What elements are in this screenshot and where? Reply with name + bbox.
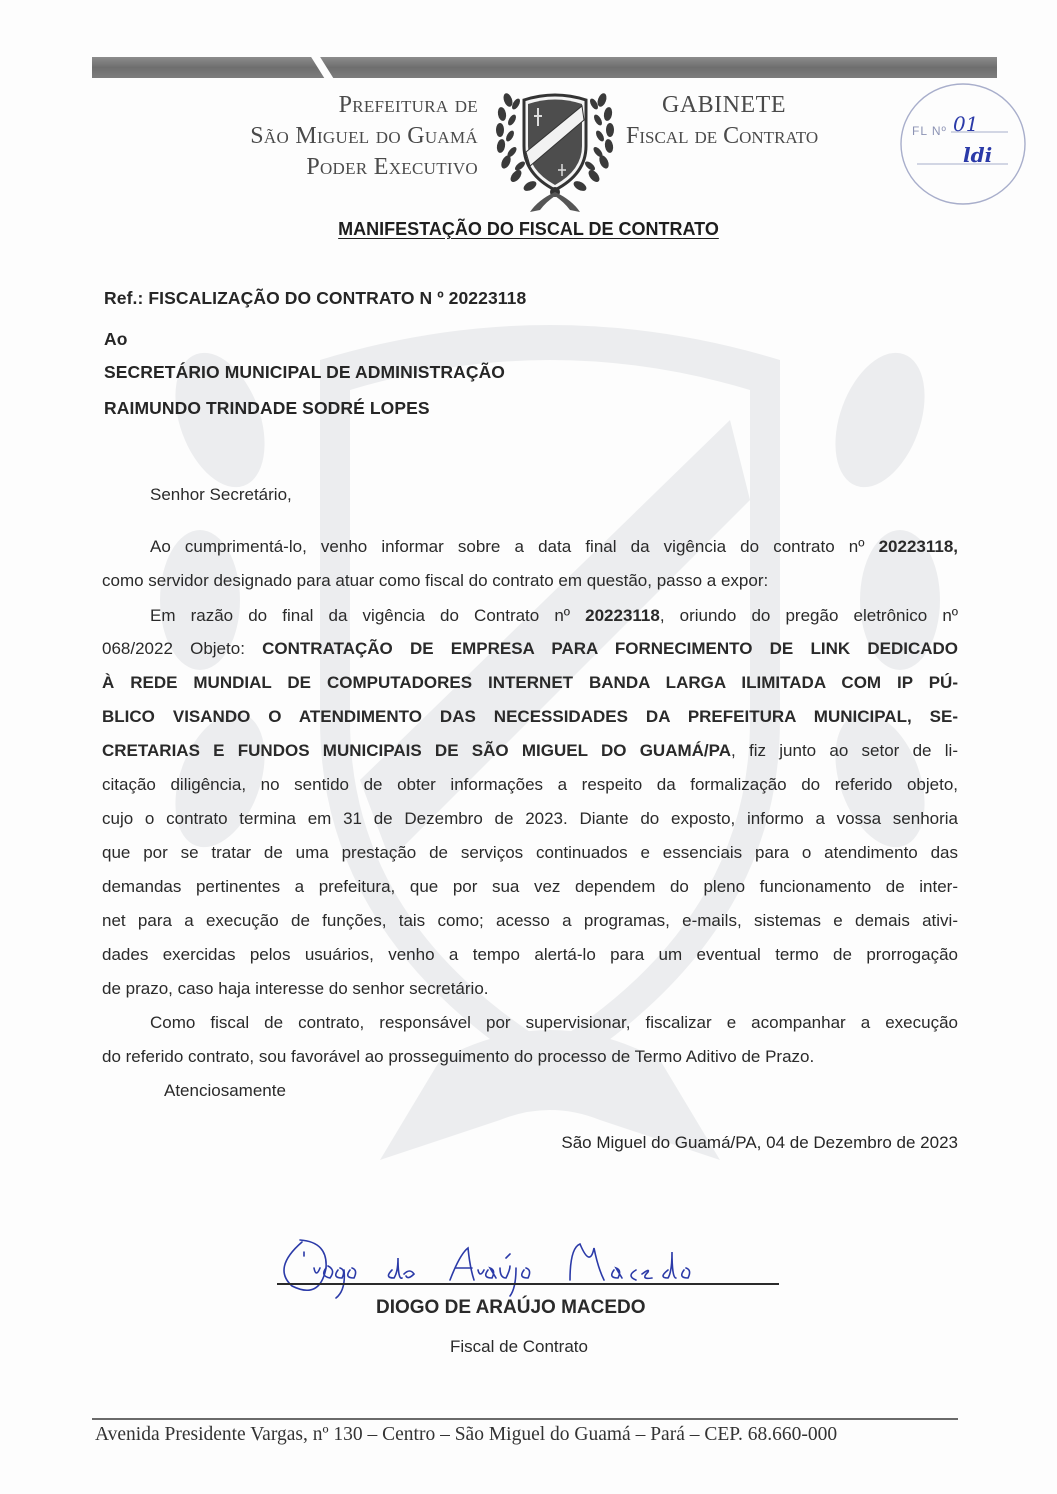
footer-divider	[92, 1418, 958, 1420]
paragraph-2-line-3: À REDE MUNDIAL DE COMPUTADORES INTERNET BANDA LARGA ILIMITADA COM IP PÚ-	[102, 673, 958, 692]
header-line-prefeitura: Prefeitura de	[338, 92, 478, 118]
header-line-gabinete: GABINETE	[662, 92, 786, 118]
paragraph-2-line-4: BLICO VISANDO O ATENDIMENTO DAS NECESSIDADES DA PREFEITURA MUNICIPAL, SE-	[102, 707, 958, 726]
paragraph-2-line-9: demandas pertinentes a prefeitura, que por sua vez dependem do pleno funcionamento de inter-	[102, 877, 958, 896]
recipient-role: SECRETÁRIO MUNICIPAL DE ADMINISTRAÇÃO	[104, 362, 506, 382]
header-line-city: São Miguel do Guamá	[250, 123, 478, 149]
paragraph-2-line-5: CRETARIAS E FUNDOS MUNICIPAIS DE SÃO MIGUEL DO GUAMÁ/PA, fiz junto ao setor de li-	[102, 741, 958, 760]
document-title: MANIFESTAÇÃO DO FISCAL DE CONTRATO	[338, 219, 719, 239]
reference-line: Ref.: FISCALIZAÇÃO DO CONTRATO N º 20223118	[104, 288, 527, 308]
paragraph-3-line-1: Como fiscal de contrato, responsável por supervisionar, fiscalizar e acompanhar a execução	[150, 1013, 958, 1032]
footer-address: Avenida Presidente Vargas, nº 130 – Centro – São Miguel do Guamá – Pará – CEP. 68.660-000	[95, 1424, 838, 1445]
paragraph-1-line-1: Ao cumprimentá-lo, venho informar sobre a data final da vigência do contrato nº 20223118,	[150, 537, 958, 556]
stamp-label: FL Nº	[912, 124, 947, 138]
signer-name: DIOGO DE ARAÚJO MACEDO	[376, 1297, 646, 1318]
paragraph-2-line-11: dades exercidas pelos usuários, venho a tempo alertá-lo para um eventual termo de prorrogação	[102, 945, 958, 964]
paragraph-2-line-6: citação diligência, no sentido de obter informações a respeito da formalização do referido objeto,	[102, 775, 958, 794]
salutation: Senhor Secretário,	[150, 485, 292, 504]
page-number-stamp	[893, 78, 1031, 208]
paragraph-2-line-7: cujo o contrato termina em 31 de Dezembro de 2023. Diante do exposto, informo a vossa senhoria	[102, 809, 958, 828]
handwritten-signature	[280, 1228, 710, 1303]
paragraph-3-line-2: do referido contrato, sou favorável ao prosseguimento do processo de Termo Aditivo de Prazo.	[102, 1047, 815, 1066]
header-band	[92, 57, 997, 78]
signer-role: Fiscal de Contrato	[450, 1337, 588, 1356]
place-and-date: São Miguel do Guamá/PA, 04 de Dezembro de 2023	[561, 1133, 958, 1152]
header-office	[626, 90, 886, 152]
paragraph-2-line-12: de prazo, caso haja interesse do senhor secretário.	[102, 979, 489, 998]
paragraph-2-line-2: 068/2022 Objeto: CONTRATAÇÃO DE EMPRESA PARA FORNECIMENTO DE LINK DEDICADO	[102, 639, 959, 658]
closing: Atenciosamente	[164, 1081, 286, 1100]
paragraph-2-line-10: net para a execução de funções, tais como; acesso a programas, e-mails, sistemas e demais ativi-	[102, 911, 958, 930]
municipal-crest-logo	[490, 86, 620, 216]
stamp-initials: ldi	[963, 143, 993, 167]
header-line-fiscal: Fiscal de Contrato	[626, 123, 819, 149]
addressee-prefix: Ao	[104, 329, 128, 349]
recipient-name: RAIMUNDO TRINDADE SODRÉ LOPES	[104, 398, 430, 418]
paragraph-2-line-1: Em razão do final da vigência do Contrato nº 20223118, oriundo do pregão eletrônico nº	[150, 606, 958, 625]
header-institution	[180, 90, 478, 183]
paragraph-2-line-8: que por se tratar de uma prestação de serviços continuados e essenciais para o atendimento das	[102, 843, 958, 862]
signature-line	[277, 1283, 779, 1285]
header-line-power: Poder Executivo	[306, 154, 478, 180]
paragraph-1-line-2: como servidor designado para atuar como fiscal do contrato em questão, passo a expor:	[102, 571, 769, 590]
stamp-page-number: 01	[953, 112, 979, 136]
